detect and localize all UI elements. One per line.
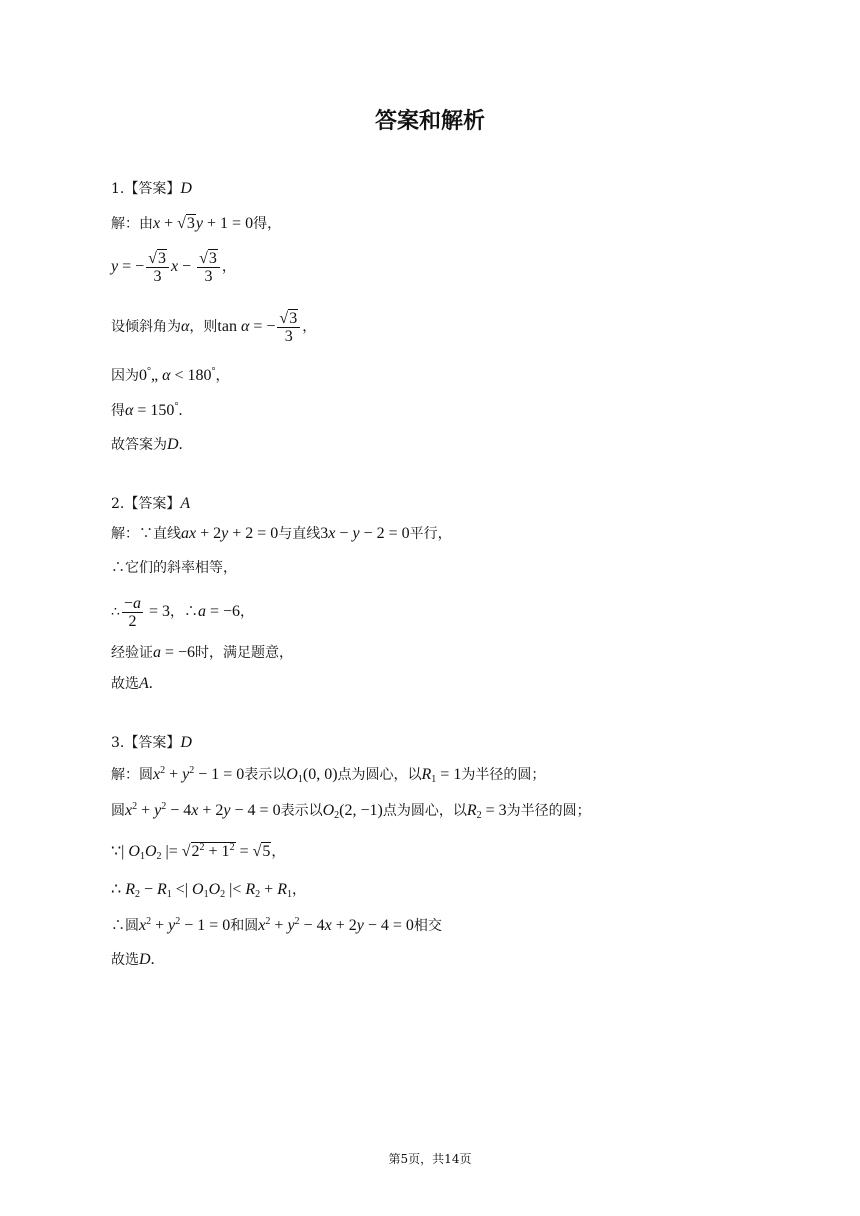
solution-3-line-1: 解：圆$x^2 + y^2 - 1 = 0$表示以$O_1(0$, 0)点为圆心，以$R_1 = 1$为半径的圆； (111, 765, 546, 785)
equation: $\frac{-a}{2}$ = 3 (123, 595, 170, 630)
solution-2-line-3: ∴ $\frac{-a}{2}$ = 3，∴a = −6， (111, 595, 255, 630)
solution-1-line-5: 得α = 150°. (111, 401, 183, 419)
answer-1-header (111, 179, 192, 199)
solution-2-line-4: 经验证a = −6时，满足题意， (111, 644, 294, 661)
equation: $x^2 + y^2 - 4x + 2y - 4 = 0$ (258, 916, 414, 934)
equation: a = −6 (153, 644, 196, 661)
answer-choice: D (180, 180, 192, 197)
answer-label: 2.【答案】 (111, 496, 181, 512)
equation: $x^2 + y^2 - 1 = 0$ (153, 765, 245, 783)
equation: tan α = − $\frac{√3}{3}$ (217, 318, 302, 335)
solution-1-conclusion: 故答案为D. (111, 436, 183, 453)
equation: $x^2 + y^2 - 1 = 0$ (139, 916, 231, 934)
answer-2-header (111, 494, 190, 514)
solution-1-line-3: 设倾斜角为α，则tan α = − $\frac{√3}{3}$ ， (111, 310, 317, 345)
equation: y = − $\frac{√3}{3}$ x − $\frac{√3}{3}$ (111, 258, 222, 275)
solution-3-line-2: 圆$x^2 + y^2 - 4x + 2y - 4 = 0$表示以$O_2(2$, −1)点为圆心，以$R_2 = 3$为半径的圆； (111, 801, 591, 821)
solution-3-line-5: ∴圆$x^2 + y^2 - 1 = 0$和圆$x^2 + y^2 - 4x + 2y - 4 = 0$相交 (111, 916, 442, 934)
equation: ∵| $O_1O_2$ |= $√2^2 + 1^2 = √5$ (111, 842, 271, 862)
inequality: ∴ $R_2 - R_1$ <| $O_1O_2$ |< $R_2 + R_1$ (111, 881, 292, 900)
solution-3-conclusion: 故选D. (111, 951, 155, 968)
equation: α = 150°. (125, 401, 183, 419)
answer-3-header (111, 733, 192, 753)
solution-2-line-2: ∴它们的斜率相等， (111, 560, 237, 576)
page-title: 答案和解析 (374, 109, 485, 134)
equation: ax + 2y + 2 = 0 (181, 525, 279, 542)
inequality: 0°„ α < 180° (139, 366, 216, 384)
equation: a = −6 (197, 603, 241, 621)
answer-label: 1.【答案】 (111, 181, 181, 197)
solution-1-line-4: 因为0°„ α < 180°， (111, 366, 230, 384)
solution-3-line-4: ∴ $R_2 - R_1$ <| $O_1O_2$ |< $R_2 + R_1$， (111, 881, 306, 900)
answer-choice: D (180, 734, 192, 751)
answer-choice: A (180, 495, 191, 512)
equation: x + √3y + 1 = 0 (153, 215, 254, 232)
solution-3-line-3: ∵| $O_1O_2$ |= $√2^2 + 1^2 = √5$， (111, 842, 286, 862)
equation: $x^2 + y^2 - 4x + 2y - 4 = 0$ (125, 801, 281, 819)
answer-label: 3.【答案】 (111, 735, 181, 751)
solution-2-line-1: 解：∵直线ax + 2y + 2 = 0与直线3x − y − 2 = 0平行， (111, 525, 452, 542)
solution-1-line-2: y = − $\frac{√3}{3}$ x − $\frac{√3}{3}$ ， (111, 250, 236, 285)
solution-2-conclusion: 故选A. (111, 675, 153, 692)
page-footer: 第5页，共14页 (388, 1152, 472, 1166)
equation: 3x − y − 2 = 0 (320, 525, 410, 542)
solution-1-line-1: 解：由x + √3y + 1 = 0得， (111, 215, 282, 232)
